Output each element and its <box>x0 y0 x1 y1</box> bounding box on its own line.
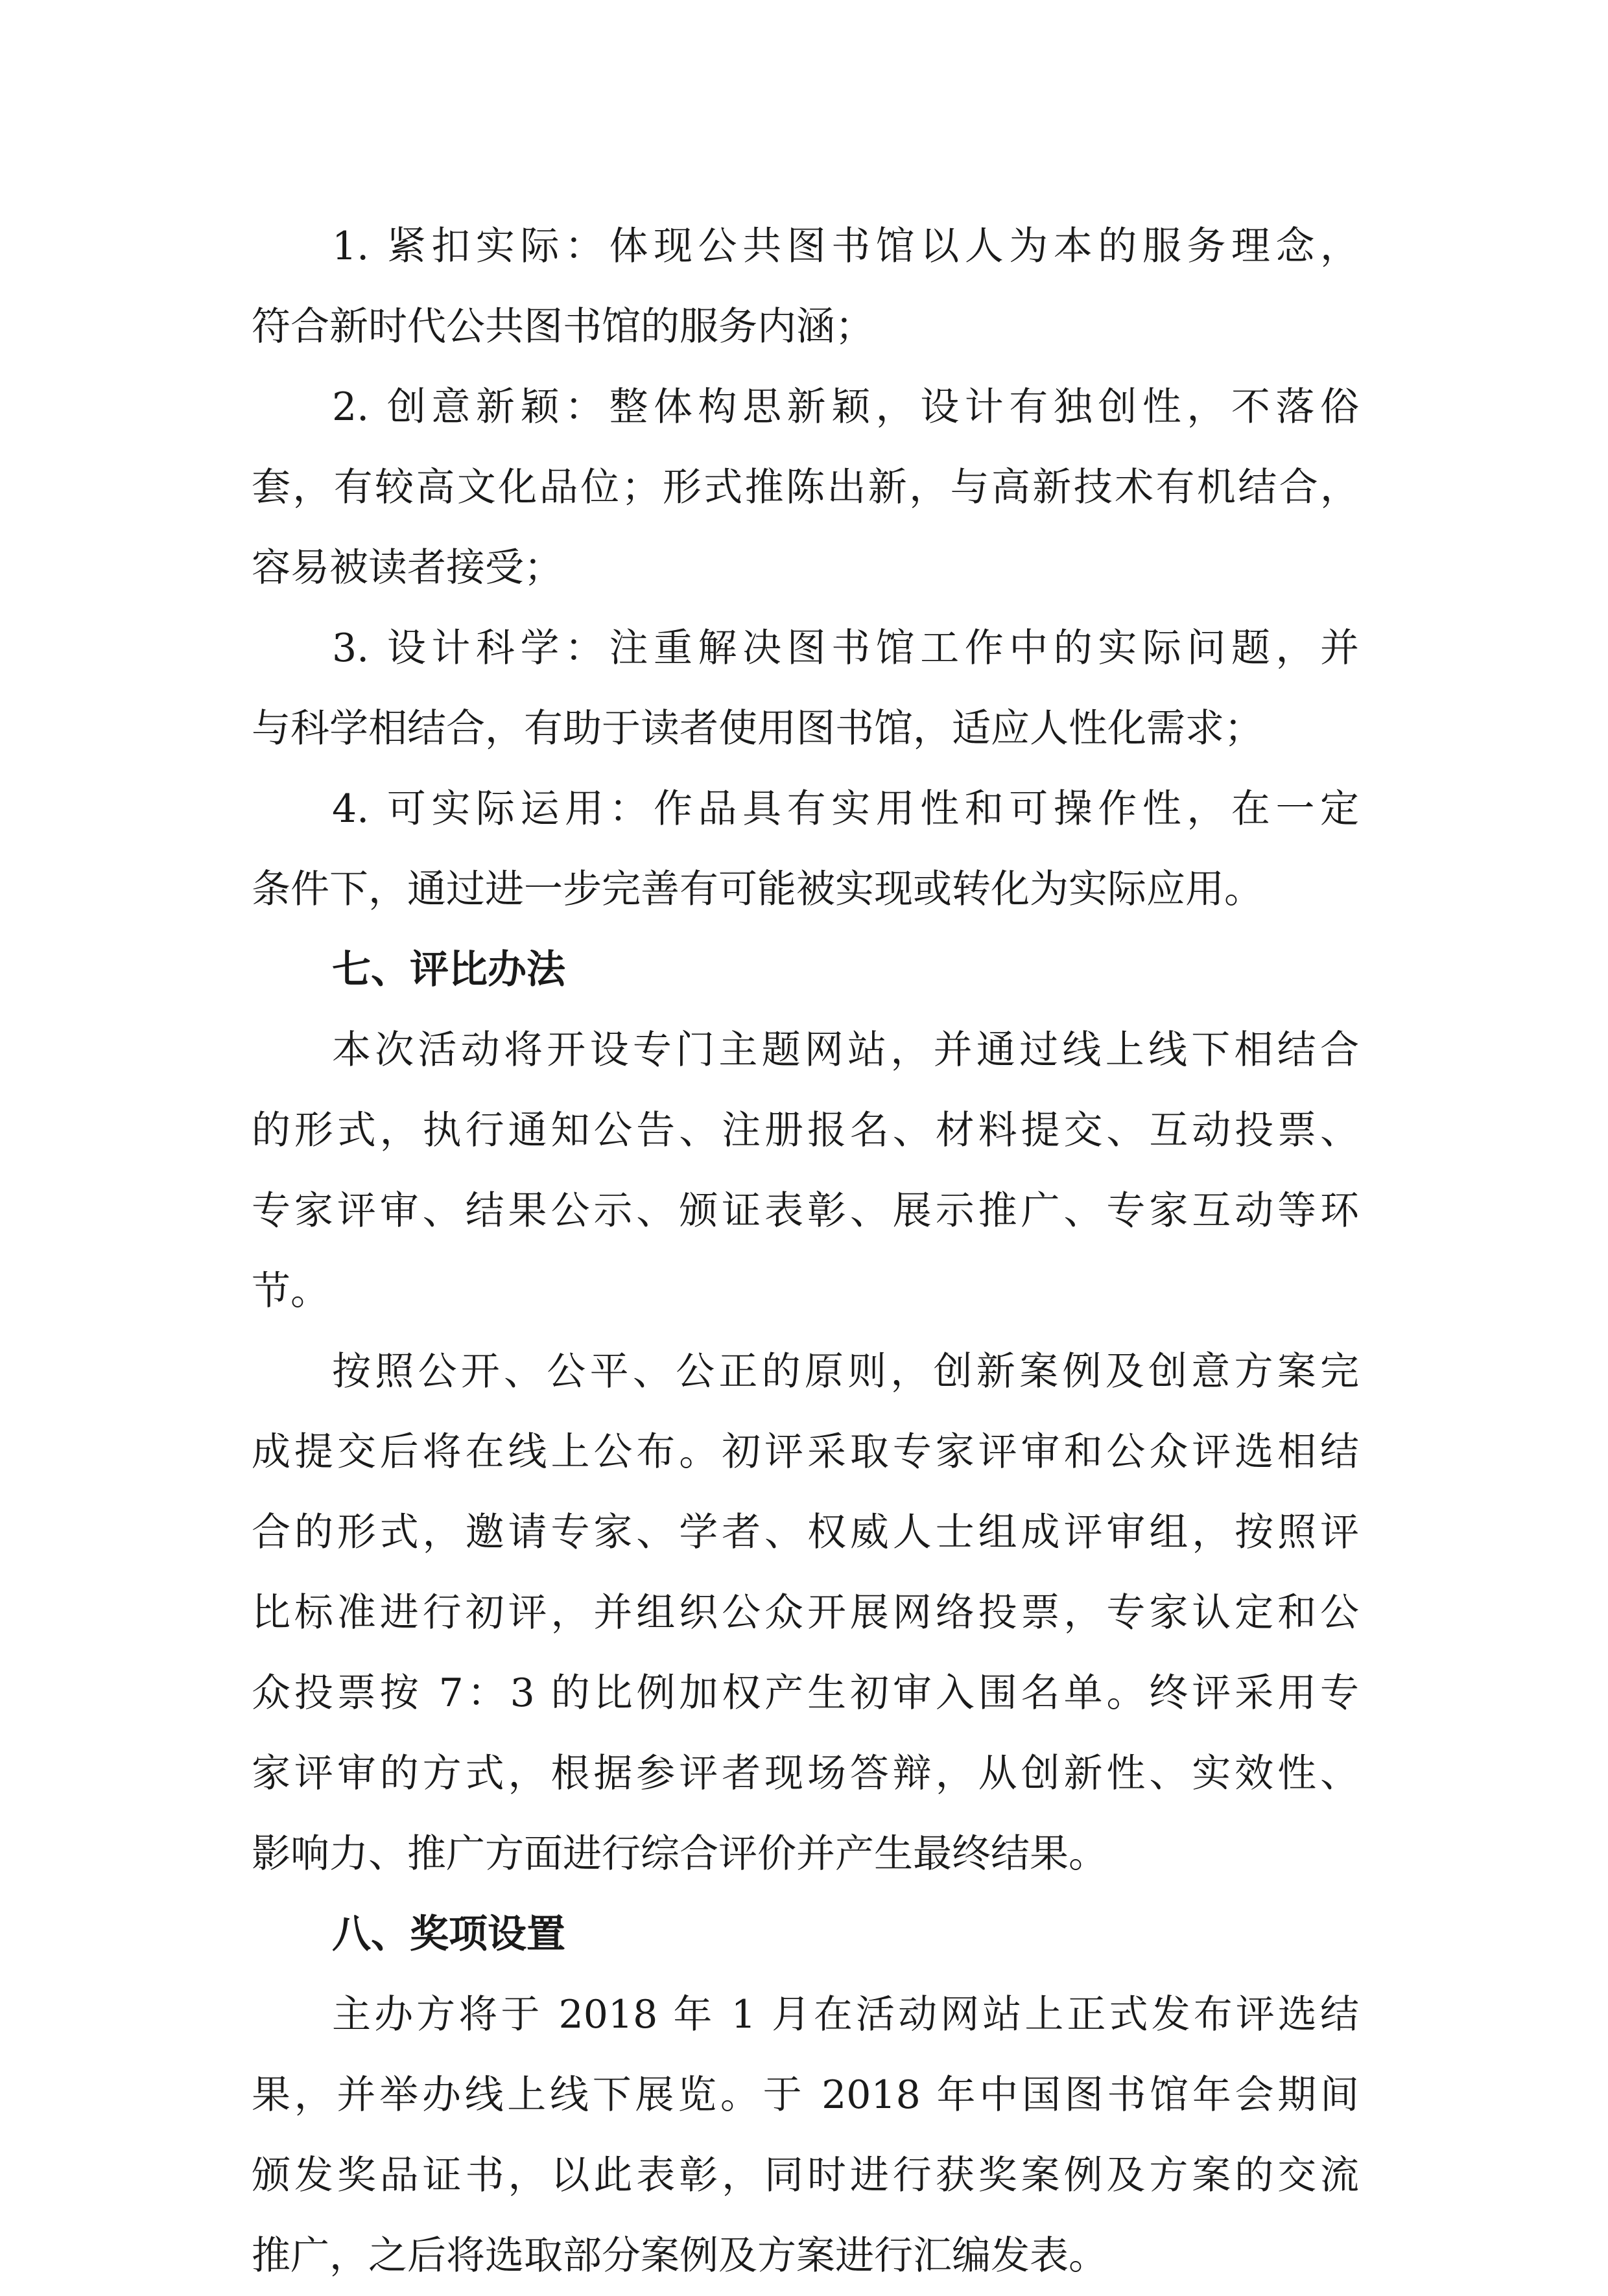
criterion-2-line-2: 套，有较高文化品位；形式推陈出新，与高新技术有机结合， <box>252 465 1359 510</box>
section-7-para-2-line-1: 按照公开、公平、公正的原则，创新案例及创意方案完 <box>332 1349 1359 1394</box>
document-page <box>252 206 1359 2296</box>
criterion-3-line-2: 与科学相结合，有助于读者使用图书馆，适应人性化需求； <box>252 706 1263 751</box>
section-8-para-1-line-2: 果，并举办线上线下展览。于 2018 年中国图书馆年会期间 <box>252 2072 1359 2118</box>
section-7-para-2-line-3: 合的形式，邀请专家、学者、权威人士组成评审组，按照评 <box>252 1510 1359 1555</box>
section-8-heading: 八、奖项设置 <box>332 1912 565 1957</box>
section-7-para-2-line-4: 比标准进行初评，并组织公众开展网络投票，专家认定和公 <box>252 1590 1359 1635</box>
section-7-para-1-line-2: 的形式，执行通知公告、注册报名、材料提交、互动投票、 <box>252 1108 1359 1153</box>
section-7-para-1-line-4: 节。 <box>252 1269 329 1314</box>
criterion-2-line-1: 2. 创意新颖：整体构思新颖，设计有独创性，不落俗 <box>332 384 1359 430</box>
section-8-para-1-line-1: 主办方将于 2018 年 1 月在活动网站上正式发布评选结 <box>332 1992 1359 2037</box>
criterion-4-line-1: 4. 可实际运用：作品具有实用性和可操作性，在一定 <box>332 786 1359 832</box>
criterion-4-line-2: 条件下，通过进一步完善有可能被实现或转化为实际应用。 <box>252 867 1263 912</box>
section-7-para-2-line-2: 成提交后将在线上公布。初评采取专家评审和公众评选相结 <box>252 1429 1359 1475</box>
section-8-para-1-line-3: 颁发奖品证书，以此表彰，同时进行获奖案例及方案的交流 <box>252 2153 1359 2198</box>
criterion-1-line-1: 1. 紧扣实际：体现公共图书馆以人为本的服务理念， <box>332 224 1359 269</box>
section-7-para-1-line-1: 本次活动将开设专门主题网站，并通过线上线下相结合 <box>332 1027 1359 1073</box>
section-7-para-1-line-3: 专家评审、结果公示、颁证表彰、展示推广、专家互动等环 <box>252 1188 1359 1234</box>
criterion-3-line-1: 3. 设计科学：注重解决图书馆工作中的实际问题，并 <box>332 626 1359 671</box>
criterion-1-line-2: 符合新时代公共图书馆的服务内涵； <box>252 304 874 349</box>
section-7-heading: 七、评比办法 <box>332 947 565 992</box>
section-8-para-1-line-4: 推广，之后将选取部分案例及方案进行汇编发表。 <box>252 2233 1107 2278</box>
criterion-2-line-3: 容易被读者接受； <box>252 545 563 591</box>
section-7-para-2-line-6: 家评审的方式，根据参评者现场答辩，从创新性、实效性、 <box>252 1751 1359 1796</box>
section-7-para-2-line-5: 众投票按 7：3 的比例加权产生初审入围名单。终评采用专 <box>252 1670 1359 1716</box>
section-7-para-2-line-7: 影响力、推广方面进行综合评价并产生最终结果。 <box>252 1831 1107 1877</box>
